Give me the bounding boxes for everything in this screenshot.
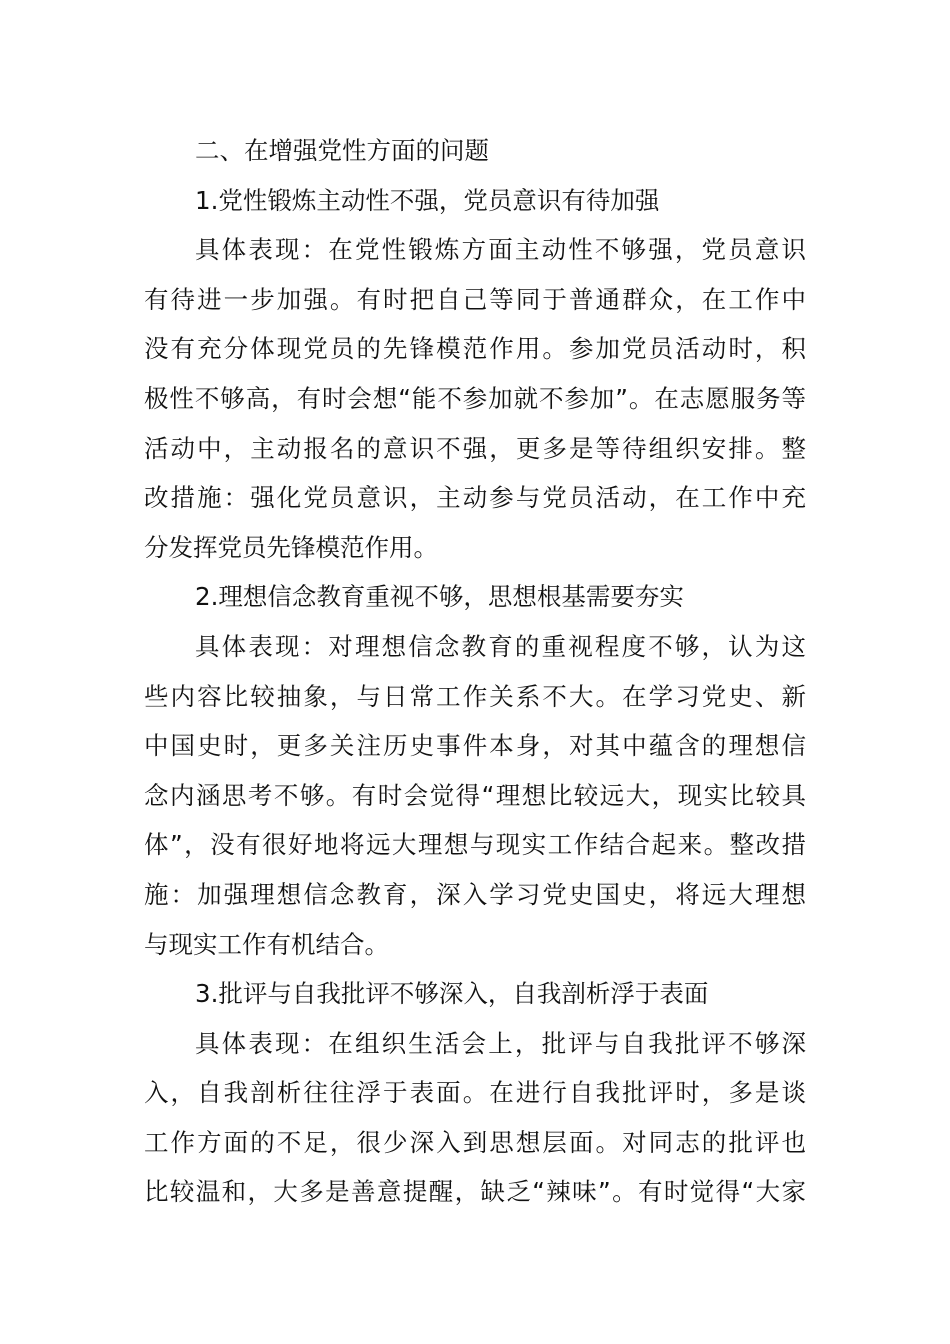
paragraph-line: 具体表现：在组织生活会上，批评与自我批评不够深 xyxy=(195,1028,806,1058)
document-body xyxy=(144,126,806,1217)
paragraph-line: 中国史时，更多关注历史事件本身，对其中蕴含的理想信 xyxy=(144,731,806,761)
paragraph-line: 与现实工作有机结合。 xyxy=(144,929,389,959)
paragraph-line: 改措施：强化党员意识，主动参与党员活动，在工作中充 xyxy=(144,483,806,513)
paragraph-line: 没有充分体现党员的先锋模范作用。参加党员活动时，积 xyxy=(144,334,806,364)
section-heading: 二、在增强党性方面的问题 xyxy=(195,136,489,165)
subheading-2: 2.理想信念教育重视不够，思想根基需要夯实 xyxy=(195,582,684,612)
paragraph-line: 体”，没有很好地将远大理想与现实工作结合起来。整改措 xyxy=(144,830,806,860)
paragraph-line: 具体表现：在党性锻炼方面主动性不够强，党员意识 xyxy=(195,235,806,265)
paragraph-line: 分发挥党员先锋模范作用。 xyxy=(144,532,438,562)
paragraph-line: 工作方面的不足，很少深入到思想层面。对同志的批评也 xyxy=(144,1127,806,1157)
paragraph-line: 些内容比较抽象，与日常工作关系不大。在学习党史、新 xyxy=(144,681,806,711)
paragraph-line: 活动中，主动报名的意识不强，更多是等待组织安排。整 xyxy=(144,433,806,463)
paragraph-line: 有待进一步加强。有时把自己等同于普通群众，在工作中 xyxy=(144,284,806,314)
paragraph-line: 施：加强理想信念教育，深入学习党史国史，将远大理想 xyxy=(144,879,806,909)
subheading-1: 1.党性锻炼主动性不强，党员意识有待加强 xyxy=(195,185,660,215)
paragraph-line: 具体表现：对理想信念教育的重视程度不够，认为这 xyxy=(195,631,806,661)
paragraph-line: 入，自我剖析往往浮于表面。在进行自我批评时，多是谈 xyxy=(144,1078,806,1108)
paragraph-line: 念内涵思考不够。有时会觉得“理想比较远大，现实比较具 xyxy=(144,780,806,810)
paragraph-line: 极性不够高，有时会想“能不参加就不参加”。在志愿服务等 xyxy=(144,383,806,413)
subheading-3: 3.批评与自我批评不够深入，自我剖析浮于表面 xyxy=(195,979,709,1009)
paragraph-line: 比较温和，大多是善意提醒，缺乏“辣味”。有时觉得“大家 xyxy=(144,1177,806,1207)
